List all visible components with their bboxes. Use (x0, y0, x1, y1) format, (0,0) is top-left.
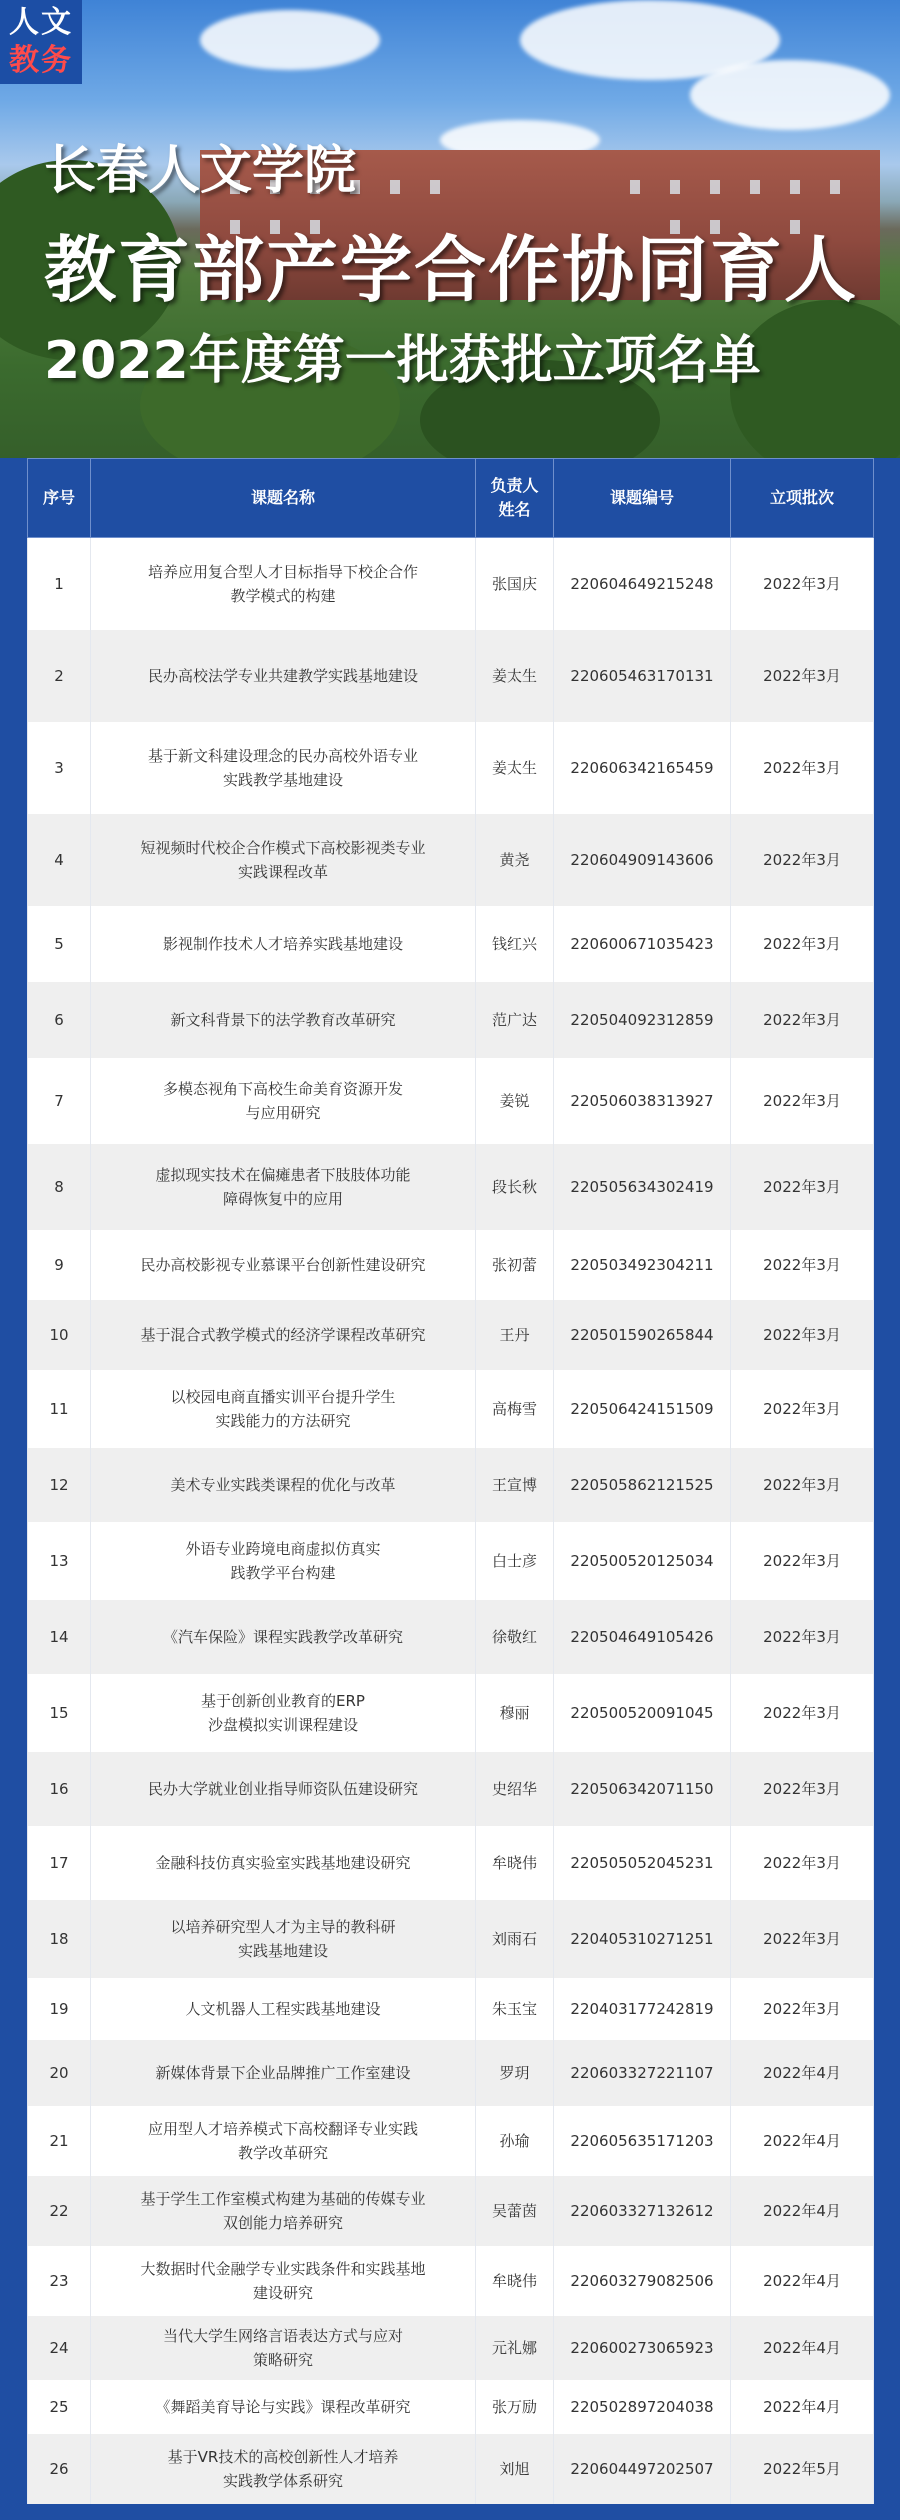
cell-leader: 元礼娜 (476, 2316, 554, 2380)
table-row (28, 1674, 874, 1752)
cell-name: 影视制作技术人才培养实践基地建设 (91, 906, 476, 982)
badge-line-1: 人文 (9, 5, 73, 40)
cell-no: 6 (28, 982, 91, 1058)
cell-name: 美术专业实践类课程的优化与改革 (91, 1448, 476, 1522)
cell-batch: 2022年5月 (731, 2434, 874, 2504)
cell-no: 9 (28, 1230, 91, 1300)
cell-no: 8 (28, 1144, 91, 1230)
cell-leader: 史绍华 (476, 1752, 554, 1826)
cell-leader: 钱红兴 (476, 906, 554, 982)
cell-no: 10 (28, 1300, 91, 1370)
cell-no: 20 (28, 2040, 91, 2106)
table-body (28, 538, 874, 2504)
table-row (28, 1300, 874, 1370)
cell-leader: 白士彦 (476, 1522, 554, 1600)
list-title: 2022年度第一批获批立项名单 (44, 331, 761, 391)
cell-leader: 孙瑜 (476, 2106, 554, 2176)
table-row (28, 1522, 874, 1600)
table-row (28, 1752, 874, 1826)
cell-name: 虚拟现实技术在偏瘫患者下肢肢体功能 障碍恢复中的应用 (91, 1144, 476, 1230)
project-table (27, 458, 874, 2504)
cell-code: 220500520091045 (554, 1674, 731, 1752)
cell-leader: 张万励 (476, 2380, 554, 2434)
header-no: 序号 (28, 459, 91, 538)
cell-batch: 2022年3月 (731, 1230, 874, 1300)
cell-code: 220403177242819 (554, 1978, 731, 2040)
table-row (28, 982, 874, 1058)
cell-no: 24 (28, 2316, 91, 2380)
table-row (28, 1978, 874, 2040)
cell-batch: 2022年4月 (731, 2380, 874, 2434)
cell-batch: 2022年4月 (731, 2040, 874, 2106)
cell-code: 220604649215248 (554, 538, 731, 630)
cell-batch: 2022年3月 (731, 1600, 874, 1674)
cell-code: 220503492304211 (554, 1230, 731, 1300)
cell-leader: 姜太生 (476, 630, 554, 722)
cell-no: 17 (28, 1826, 91, 1900)
cell-leader: 穆丽 (476, 1674, 554, 1752)
cell-no: 23 (28, 2246, 91, 2316)
school-name: 长春人文学院 (44, 141, 357, 201)
cell-leader: 刘雨石 (476, 1900, 554, 1978)
cell-name: 基于混合式教学模式的经济学课程改革研究 (91, 1300, 476, 1370)
table-row (28, 2380, 874, 2434)
cell-name: 基于VR技术的高校创新性人才培养 实践教学体系研究 (91, 2434, 476, 2504)
cell-name: 基于创新创业教育的ERP 沙盘模拟实训课程建设 (91, 1674, 476, 1752)
table-row (28, 630, 874, 722)
header-leader: 负责人 姓名 (476, 459, 554, 538)
cell-code: 220405310271251 (554, 1900, 731, 1978)
table-row (28, 814, 874, 906)
cell-leader: 刘旭 (476, 2434, 554, 2504)
cell-code: 220603327221107 (554, 2040, 731, 2106)
cell-leader: 黄尧 (476, 814, 554, 906)
project-table-container (27, 458, 873, 2504)
table-row (28, 1370, 874, 1448)
cell-code: 220506424151509 (554, 1370, 731, 1448)
cell-batch: 2022年3月 (731, 1300, 874, 1370)
cell-no: 3 (28, 722, 91, 814)
table-row (28, 1900, 874, 1978)
cell-name: 基于学生工作室模式构建为基础的传媒专业 双创能力培养研究 (91, 2176, 476, 2246)
cell-no: 12 (28, 1448, 91, 1522)
cell-no: 1 (28, 538, 91, 630)
cell-batch: 2022年3月 (731, 1826, 874, 1900)
cell-name: 大数据时代金融学专业实践条件和实践基地 建设研究 (91, 2246, 476, 2316)
cell-name: 外语专业跨境电商虚拟仿真实 践教学平台构建 (91, 1522, 476, 1600)
cell-name: 人文机器人工程实践基地建设 (91, 1978, 476, 2040)
cell-batch: 2022年3月 (731, 1978, 874, 2040)
header-banner (0, 0, 900, 458)
table-row (28, 1144, 874, 1230)
cell-leader: 张初蕾 (476, 1230, 554, 1300)
cell-code: 220505052045231 (554, 1826, 731, 1900)
cell-name: 以校园电商直播实训平台提升学生 实践能力的方法研究 (91, 1370, 476, 1448)
cell-code: 220506342071150 (554, 1752, 731, 1826)
table-row (28, 906, 874, 982)
cell-code: 220604497202507 (554, 2434, 731, 2504)
cell-name: 当代大学生网络言语表达方式与应对 策略研究 (91, 2316, 476, 2380)
cell-name: 新媒体背景下企业品牌推广工作室建设 (91, 2040, 476, 2106)
cell-code: 220604909143606 (554, 814, 731, 906)
header-code: 课题编号 (554, 459, 731, 538)
cell-code: 220600671035423 (554, 906, 731, 982)
cell-batch: 2022年4月 (731, 2316, 874, 2380)
cell-batch: 2022年3月 (731, 1522, 874, 1600)
cell-leader: 徐敬红 (476, 1600, 554, 1674)
cell-name: 新文科背景下的法学教育改革研究 (91, 982, 476, 1058)
table-row (28, 538, 874, 630)
cell-leader: 范广达 (476, 982, 554, 1058)
cell-no: 19 (28, 1978, 91, 2040)
cell-leader: 姜锐 (476, 1058, 554, 1144)
cell-batch: 2022年3月 (731, 982, 874, 1058)
cell-code: 220504649105426 (554, 1600, 731, 1674)
table-row (28, 722, 874, 814)
cell-batch: 2022年3月 (731, 1900, 874, 1978)
cell-code: 220600273065923 (554, 2316, 731, 2380)
logo-badge (0, 0, 82, 84)
cell-no: 5 (28, 906, 91, 982)
cell-no: 15 (28, 1674, 91, 1752)
table-row (28, 1448, 874, 1522)
cell-name: 《汽车保险》课程实践教学改革研究 (91, 1600, 476, 1674)
cell-name: 《舞蹈美育导论与实践》课程改革研究 (91, 2380, 476, 2434)
cell-batch: 2022年4月 (731, 2176, 874, 2246)
cell-leader: 朱玉宝 (476, 1978, 554, 2040)
cell-code: 220505634302419 (554, 1144, 731, 1230)
cell-code: 220505862121525 (554, 1448, 731, 1522)
cell-name: 基于新文科建设理念的民办高校外语专业 实践教学基地建设 (91, 722, 476, 814)
cell-leader: 姜太生 (476, 722, 554, 814)
cell-leader: 罗玥 (476, 2040, 554, 2106)
cell-code: 220501590265844 (554, 1300, 731, 1370)
cell-leader: 王宣博 (476, 1448, 554, 1522)
cell-name: 民办高校影视专业慕课平台创新性建设研究 (91, 1230, 476, 1300)
cell-no: 25 (28, 2380, 91, 2434)
cell-batch: 2022年3月 (731, 1674, 874, 1752)
table-row (28, 2316, 874, 2380)
cell-leader: 王丹 (476, 1300, 554, 1370)
cell-batch: 2022年3月 (731, 906, 874, 982)
cell-no: 16 (28, 1752, 91, 1826)
cell-code: 220500520125034 (554, 1522, 731, 1600)
cell-no: 26 (28, 2434, 91, 2504)
table-row (28, 2040, 874, 2106)
cell-name: 短视频时代校企合作模式下高校影视类专业 实践课程改革 (91, 814, 476, 906)
cell-code: 220506038313927 (554, 1058, 731, 1144)
badge-line-2: 教务 (9, 43, 73, 78)
cell-code: 220603327132612 (554, 2176, 731, 2246)
cell-code: 220502897204038 (554, 2380, 731, 2434)
table-header-row (28, 459, 874, 538)
cell-batch: 2022年3月 (731, 630, 874, 722)
table-row (28, 1826, 874, 1900)
cell-batch: 2022年4月 (731, 2246, 874, 2316)
cell-batch: 2022年3月 (731, 1144, 874, 1230)
cell-name: 应用型人才培养模式下高校翻译专业实践 教学改革研究 (91, 2106, 476, 2176)
cell-batch: 2022年3月 (731, 538, 874, 630)
cell-no: 14 (28, 1600, 91, 1674)
cell-name: 金融科技仿真实验室实践基地建设研究 (91, 1826, 476, 1900)
cell-no: 18 (28, 1900, 91, 1978)
cell-batch: 2022年3月 (731, 722, 874, 814)
cell-batch: 2022年3月 (731, 1448, 874, 1522)
table-row (28, 2246, 874, 2316)
table-row (28, 2106, 874, 2176)
cell-batch: 2022年3月 (731, 1058, 874, 1144)
cell-batch: 2022年3月 (731, 1370, 874, 1448)
header-name: 课题名称 (91, 459, 476, 538)
cell-leader: 牟晓伟 (476, 2246, 554, 2316)
cell-name: 多模态视角下高校生命美育资源开发 与应用研究 (91, 1058, 476, 1144)
cell-code: 220605463170131 (554, 630, 731, 722)
cell-leader: 高梅雪 (476, 1370, 554, 1448)
table-row (28, 1230, 874, 1300)
program-title: 教育部产学合作协同育人 (44, 228, 859, 312)
table-row (28, 1058, 874, 1144)
cell-no: 13 (28, 1522, 91, 1600)
cell-code: 220606342165459 (554, 722, 731, 814)
cell-name: 培养应用复合型人才目标指导下校企合作 教学模式的构建 (91, 538, 476, 630)
header-batch: 立项批次 (731, 459, 874, 538)
cell-code: 220504092312859 (554, 982, 731, 1058)
cell-name: 民办高校法学专业共建教学实践基地建设 (91, 630, 476, 722)
table-row (28, 2434, 874, 2504)
cell-code: 220603279082506 (554, 2246, 731, 2316)
cell-leader: 张国庆 (476, 538, 554, 630)
cell-batch: 2022年3月 (731, 1752, 874, 1826)
cell-leader: 吴蕾茵 (476, 2176, 554, 2246)
cell-leader: 段长秋 (476, 1144, 554, 1230)
cell-batch: 2022年4月 (731, 2106, 874, 2176)
cell-batch: 2022年3月 (731, 814, 874, 906)
cell-no: 4 (28, 814, 91, 906)
cell-no: 11 (28, 1370, 91, 1448)
table-row (28, 1600, 874, 1674)
cell-no: 21 (28, 2106, 91, 2176)
cell-leader: 牟晓伟 (476, 1826, 554, 1900)
cell-no: 22 (28, 2176, 91, 2246)
cell-no: 7 (28, 1058, 91, 1144)
cell-name: 以培养研究型人才为主导的教科研 实践基地建设 (91, 1900, 476, 1978)
cell-no: 2 (28, 630, 91, 722)
cell-name: 民办大学就业创业指导师资队伍建设研究 (91, 1752, 476, 1826)
table-row (28, 2176, 874, 2246)
cell-code: 220605635171203 (554, 2106, 731, 2176)
